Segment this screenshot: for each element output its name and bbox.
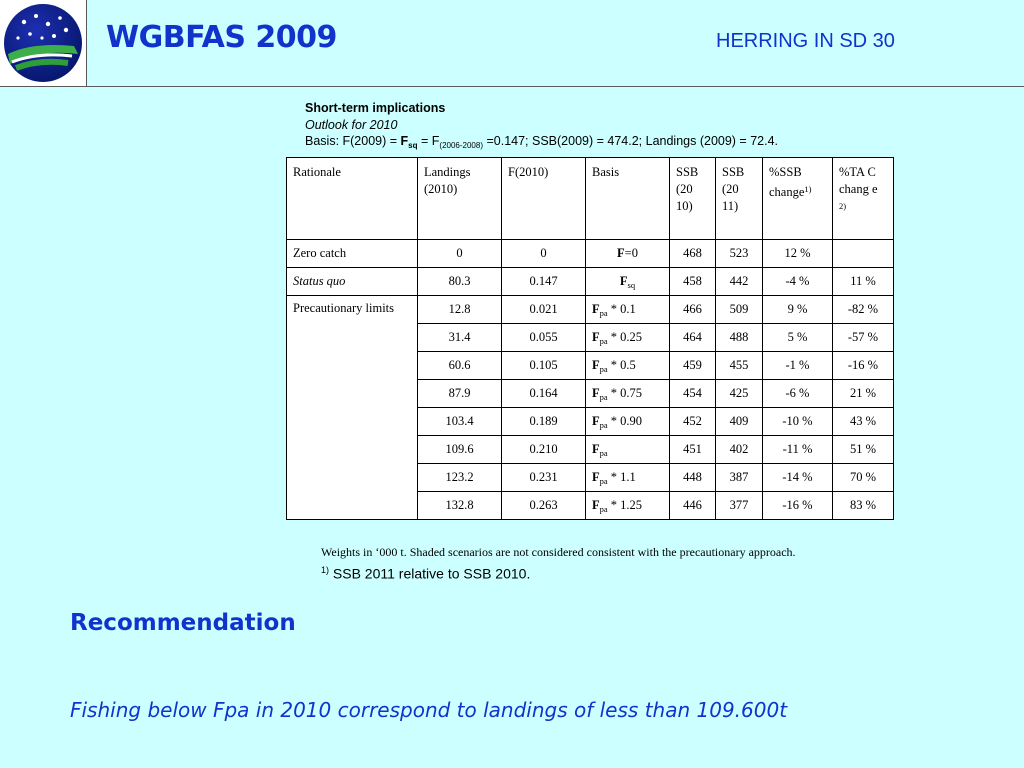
basis-rest: =0 [624, 245, 638, 260]
cell-ssb2011: 409 [716, 408, 763, 436]
cell-f2010: 0.164 [502, 380, 586, 408]
basis-sub: pa [599, 475, 608, 486]
basis-sub: sq [627, 279, 636, 290]
recommendation-heading: Recommendation [70, 610, 296, 636]
cell-landings: 0 [418, 240, 502, 268]
basis-fsq-sub: sq [408, 141, 418, 150]
cell-tac-change: -82 % [833, 296, 894, 324]
basis-f: F [619, 273, 628, 288]
cell-tac-change: -57 % [833, 324, 894, 352]
basis-f: F [592, 497, 600, 512]
intro-heading: Short-term implications [305, 101, 446, 115]
cell-tac-change: -16 % [833, 352, 894, 380]
cell-basis [586, 464, 670, 492]
footnote-mark: 1) [321, 565, 330, 575]
recommendation-text: Fishing below Fpa in 2010 correspond to landings of less than 109.600t [70, 698, 788, 722]
cell-landings: 31.4 [418, 324, 502, 352]
basis-prefix: Basis: F(2009) = [305, 134, 401, 148]
cell-basis [586, 408, 670, 436]
cell-ssb-change: -11 % [763, 436, 833, 464]
basis-suffix: =0.147; SSB(2009) = 474.2; Landings (2009) = 72.4. [483, 134, 779, 148]
header-landings: Landings (2010) [418, 158, 502, 240]
cell-tac-change: 70 % [833, 464, 894, 492]
cell-f2010: 0.231 [502, 464, 586, 492]
cell-ssb-change: -4 % [763, 268, 833, 296]
cell-ssb2010: 454 [670, 380, 716, 408]
basis-sub: pa [599, 503, 608, 514]
ssb-change-label: %SSB change [769, 165, 805, 199]
basis-fsq: F [400, 134, 409, 148]
footnote [321, 560, 796, 584]
cell-ssb2011: 387 [716, 464, 763, 492]
cell-ssb2011: 425 [716, 380, 763, 408]
outlook-table [286, 157, 894, 520]
basis-rest: * 0.75 [607, 385, 643, 400]
cell-f2010: 0.021 [502, 296, 586, 324]
basis-f: F [592, 385, 600, 400]
table-body [287, 240, 894, 520]
cell-basis [586, 240, 670, 268]
cell-ssb-change: -16 % [763, 492, 833, 520]
cell-f2010: 0.263 [502, 492, 586, 520]
basis-rest: * 1.1 [607, 469, 636, 484]
cell-ssb-change: 5 % [763, 324, 833, 352]
cell-landings: 60.6 [418, 352, 502, 380]
basis-sub: pa [599, 307, 608, 318]
ssb-change-note: 1) [804, 184, 812, 194]
basis-f: F [592, 329, 600, 344]
cell-basis [586, 380, 670, 408]
table-row [287, 296, 894, 324]
cell-basis [586, 268, 670, 296]
cell-basis [586, 296, 670, 324]
cell-ssb2010: 452 [670, 408, 716, 436]
cell-tac-change: 21 % [833, 380, 894, 408]
header-ssb2011: SSB (20 11) [716, 158, 763, 240]
cell-ssb2011: 523 [716, 240, 763, 268]
cell-f2010: 0.210 [502, 436, 586, 464]
header-f2010: F(2010) [502, 158, 586, 240]
table-row [287, 240, 894, 268]
basis-f: F [592, 441, 600, 456]
cell-tac-change: 51 % [833, 436, 894, 464]
page-subtitle: HERRING IN SD 30 [716, 30, 895, 52]
cell-ssb2010: 451 [670, 436, 716, 464]
logo [0, 0, 87, 86]
cell-ssb2010: 468 [670, 240, 716, 268]
header-ssb-change [763, 158, 833, 240]
cell-rationale: Status quo [287, 268, 418, 296]
cell-landings: 123.2 [418, 464, 502, 492]
header-rationale: Rationale [287, 158, 418, 240]
basis-sub: pa [599, 335, 608, 346]
cell-ssb2011: 402 [716, 436, 763, 464]
cell-landings: 109.6 [418, 436, 502, 464]
cell-landings: 103.4 [418, 408, 502, 436]
basis-rest: * 0.90 [607, 413, 643, 428]
cell-basis [586, 324, 670, 352]
cell-ssb-change: 12 % [763, 240, 833, 268]
intro-basis [305, 133, 778, 155]
cell-landings: 12.8 [418, 296, 502, 324]
cell-ssb2011: 442 [716, 268, 763, 296]
basis-sub: pa [599, 391, 608, 402]
cell-landings: 80.3 [418, 268, 502, 296]
basis-rest: * 0.1 [607, 301, 636, 316]
cell-basis [586, 492, 670, 520]
cell-tac-change: 83 % [833, 492, 894, 520]
basis-sub: pa [599, 363, 608, 374]
basis-f: F [592, 357, 600, 372]
cell-ssb2010: 458 [670, 268, 716, 296]
ices-logo-icon [2, 2, 84, 84]
header-tac-change [833, 158, 894, 240]
cell-landings: 132.8 [418, 492, 502, 520]
weights-note: Weights in ‘000 t. Shaded scenarios are not considered consistent with the precautionary approach. [321, 545, 796, 559]
basis-mid: = F [417, 134, 440, 148]
basis-sub: pa [599, 447, 608, 458]
cell-ssb2011: 488 [716, 324, 763, 352]
cell-ssb2010: 446 [670, 492, 716, 520]
cell-basis [586, 352, 670, 380]
basis-f: F [617, 245, 625, 260]
notes-block [321, 544, 796, 584]
cell-f2010: 0.147 [502, 268, 586, 296]
basis-rest: * 1.25 [607, 497, 643, 512]
cell-ssb2010: 459 [670, 352, 716, 380]
table-row [287, 268, 894, 296]
cell-basis [586, 436, 670, 464]
basis-range-sub: (2006-2008) [439, 141, 483, 150]
basis-f: F [592, 413, 600, 428]
cell-f2010: 0.055 [502, 324, 586, 352]
cell-ssb-change: 9 % [763, 296, 833, 324]
header-divider [0, 86, 1024, 87]
cell-ssb2011: 377 [716, 492, 763, 520]
footnote-text: SSB 2011 relative to SSB 2010. [329, 565, 531, 582]
tac-change-label: %TA C chang e [839, 165, 878, 196]
basis-rest: * 0.5 [607, 357, 636, 372]
cell-ssb2010: 466 [670, 296, 716, 324]
page-title: WGBFAS 2009 [106, 20, 337, 55]
basis-rest: * 0.25 [607, 329, 643, 344]
cell-tac-change [833, 240, 894, 268]
cell-ssb2011: 509 [716, 296, 763, 324]
cell-f2010: 0.189 [502, 408, 586, 436]
cell-f2010: 0 [502, 240, 586, 268]
cell-ssb2010: 464 [670, 324, 716, 352]
cell-ssb2011: 455 [716, 352, 763, 380]
cell-ssb-change: -6 % [763, 380, 833, 408]
intro-block [305, 100, 778, 155]
tac-change-note: 2) [839, 201, 847, 211]
cell-ssb-change: -1 % [763, 352, 833, 380]
cell-landings: 87.9 [418, 380, 502, 408]
header-ssb2010: SSB (20 10) [670, 158, 716, 240]
cell-tac-change: 11 % [833, 268, 894, 296]
basis-f: F [592, 469, 600, 484]
table-header-row [287, 158, 894, 240]
header-basis: Basis [586, 158, 670, 240]
cell-rationale: Zero catch [287, 240, 418, 268]
basis-sub: pa [599, 419, 608, 430]
basis-f: F [592, 301, 600, 316]
cell-ssb-change: -10 % [763, 408, 833, 436]
cell-f2010: 0.105 [502, 352, 586, 380]
intro-outlook: Outlook for 2010 [305, 117, 398, 132]
cell-rationale: Precautionary limits [287, 296, 418, 520]
cell-tac-change: 43 % [833, 408, 894, 436]
cell-ssb-change: -14 % [763, 464, 833, 492]
cell-ssb2010: 448 [670, 464, 716, 492]
